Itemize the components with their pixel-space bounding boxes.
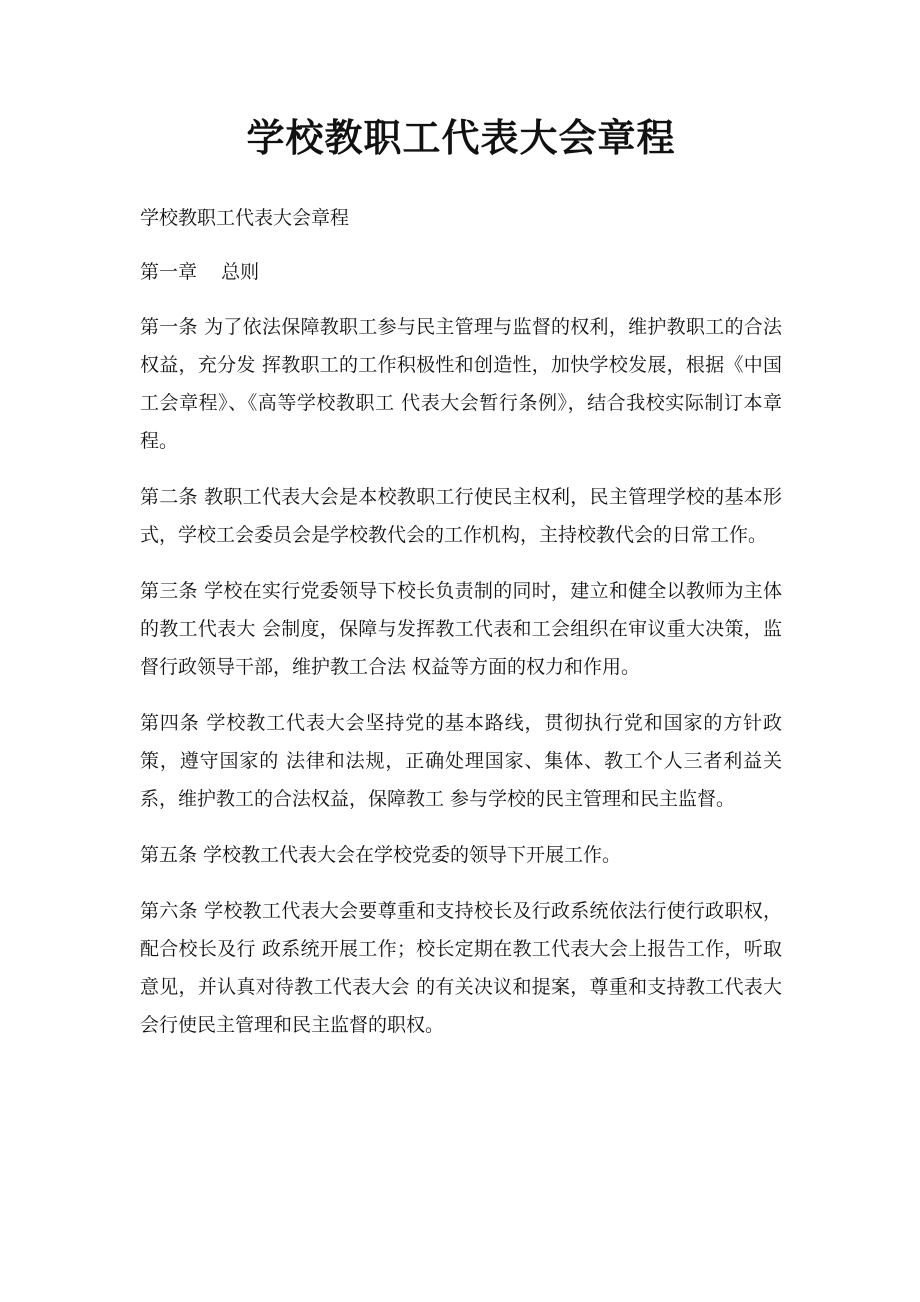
article-5: 第五条 学校教工代表大会在学校党委的领导下开展工作。 — [140, 844, 622, 866]
article-3: 第三条 学校在实行党委领导下校长负责制的同时，建立和健全以教师为主体的教工代表大 会制度，保障与发挥教工代表和工会组织在审议重大决策，监督行政领导干部，维护教工合法 权益等方面的权力和作用。 — [140, 580, 782, 678]
article-2: 第二条 教职工代表大会是本校教职工行使民主权利，民主管理学校的基本形式，学校工会委员会是学校教代会的工作机构，主持校教代会的日常工作。 — [140, 486, 782, 546]
article-1: 第一条 为了依法保障教职工参与民主管理与监督的权利，维护教职工的合法权益，充分发 挥教职工的工作积极性和创造性，加快学校发展，根据《中国工会章程》、《高等学校教职工 代表大会暂行条例》，结合我校实际制订本章程。 — [140, 316, 782, 452]
article-6: 第六条 学校教工代表大会要尊重和支持校长及行政系统依法行使行政职权，配合校长及行 政系统开展工作；校长定期在教工代表大会上报告工作，听取意见，并认真对待教工代表大会 的有关决议和提案，尊重和支持教工代表大会行使民主管理和民主监督的职权。 — [140, 900, 782, 1036]
document-title: 学校教职工代表大会章程 — [246, 116, 676, 160]
chapter-heading: 第一章 总则 — [140, 261, 260, 283]
document-subtitle: 学校教职工代表大会章程 — [140, 207, 350, 229]
article-4: 第四条 学校教工代表大会坚持党的基本路线，贯彻执行党和国家的方针政策，遵守国家的 法律和法规，正确处理国家、集体、教工个人三者利益关系，维护教工的合法权益，保障教工 参与学校的民主管理和民主监督。 — [140, 712, 782, 810]
